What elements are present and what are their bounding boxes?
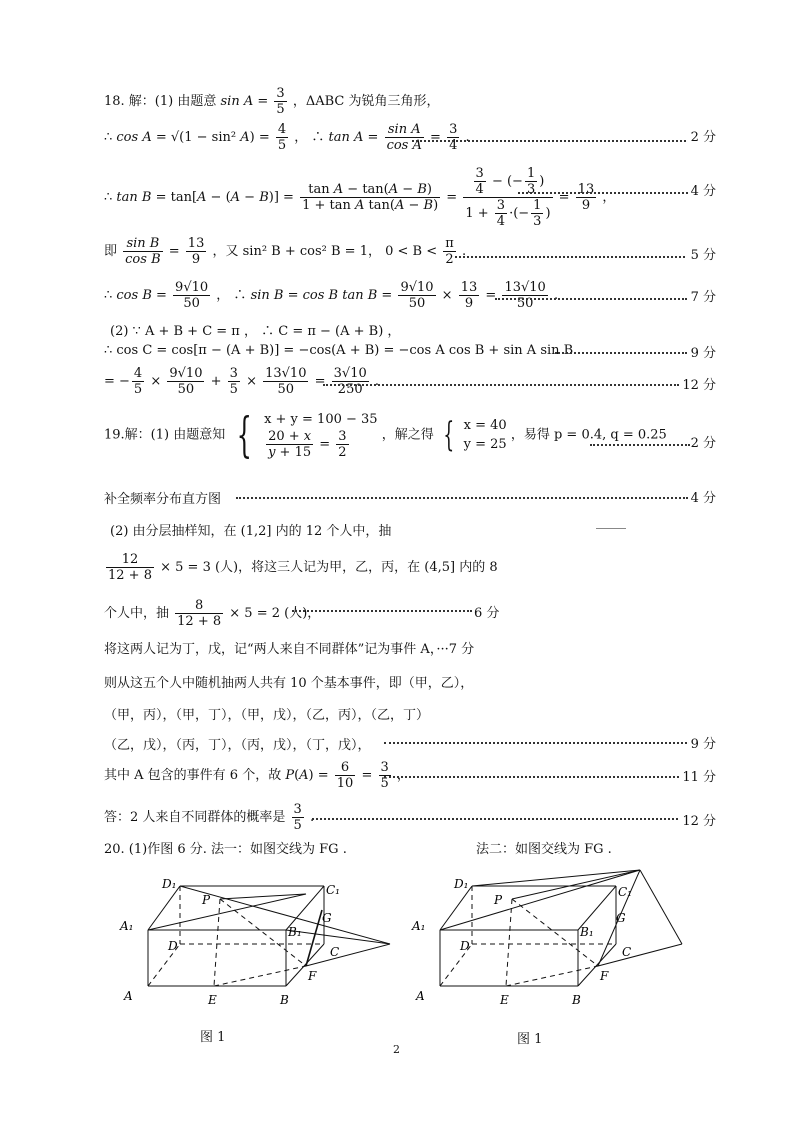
extension-line bbox=[180, 886, 390, 944]
leader-dots bbox=[495, 298, 687, 300]
q18-line-6: (2) ∵ A + B + C = π ， ∴ C = π − (A + B) ， bbox=[110, 324, 401, 339]
score-9: 9 分 bbox=[690, 737, 716, 752]
q18-line-4-tail: ，又 sin² B + cos² B = 1， 0 < B < bbox=[212, 244, 438, 259]
leader-dots bbox=[236, 497, 688, 499]
fraction: $\frac{6}{10}$ bbox=[336, 760, 354, 791]
q18-line-5: ∴ cos B = $\frac{9√10}{50}$ ， ∴ sin B = cos B tan B = $\frac{9√10}{50}$ × $\frac{13}{9}$ = $\frac{13√10}{50}$ . bbox=[104, 280, 559, 311]
leader-dots bbox=[312, 818, 678, 820]
equation-1: x + y = 100 − 35 bbox=[264, 412, 378, 427]
fraction: $\frac{\text{sin A}}{\text{cos A}}$ bbox=[386, 122, 422, 153]
page-number: 2 bbox=[393, 1043, 400, 1056]
fraction: $\frac{13}{9}$ bbox=[577, 182, 595, 213]
q19-line-4-text: × 5 = 3 (人)，将这三人记为甲，乙，丙，在 (4,5] 内的 8 bbox=[160, 560, 498, 575]
svg-text:D: D bbox=[460, 939, 470, 953]
svg-text:C₁: C₁ bbox=[618, 885, 632, 899]
hidden-line-PE bbox=[506, 899, 512, 986]
q19-line-9: （乙，戊），（丙，丁），（丙，戊），（丁，戊）， bbox=[104, 738, 371, 753]
fraction: $\frac{9√10}{50}$ bbox=[400, 280, 434, 311]
q19-line-1 bbox=[104, 407, 667, 463]
fraction: $\frac{3}{4}$ bbox=[449, 122, 458, 153]
q19-solve-text: ，解之得 bbox=[381, 427, 434, 443]
section-line bbox=[440, 870, 640, 930]
hidden-line-EF bbox=[214, 966, 306, 986]
fraction: $\frac{9√10}{50}$ bbox=[169, 366, 203, 397]
svg-text:C: C bbox=[622, 945, 632, 959]
svg-text:B: B bbox=[280, 993, 289, 1007]
brace-icon: { bbox=[443, 415, 455, 455]
svg-text:B: B bbox=[572, 993, 581, 1007]
hidden-line-EF bbox=[506, 966, 598, 986]
leader-dots bbox=[384, 742, 687, 744]
svg-text:A: A bbox=[416, 989, 425, 1003]
score-12: 12 分 bbox=[682, 378, 716, 393]
svg-text:C₁: C₁ bbox=[326, 883, 340, 897]
edge-BC-solid bbox=[286, 944, 324, 986]
score-6: 6 分 bbox=[474, 606, 500, 621]
fraction: $\frac{\pi}{2}$ bbox=[445, 236, 454, 267]
svg-text:G: G bbox=[616, 911, 626, 925]
q19-line-5-head: 个人中，抽 bbox=[104, 606, 170, 621]
q18-line-2: ∴ cos A = √(1 − sin² A) = $\frac{4}{5}$ ， ∴ tan A = $\frac{\text{sin A}}{\text{cos A}}$ = $\frac{3}{4}$ . bbox=[104, 122, 470, 153]
svg-text:E: E bbox=[500, 993, 509, 1007]
svg-text:D₁: D₁ bbox=[162, 877, 177, 891]
q19-pq: ，易得 p = 0.4, q = 0.25 bbox=[510, 427, 667, 443]
fraction: $\frac{\text{sin B}}{\text{cos B}}$ bbox=[125, 236, 161, 267]
svg-text:D: D bbox=[168, 939, 178, 953]
score-2: 2 分 bbox=[690, 436, 716, 451]
leader-dots bbox=[323, 384, 679, 386]
q18-line-7: ∴ cos C = cos[π − (A + B)] = −cos(A + B) = −cos A cos B + sin A sin B bbox=[104, 343, 574, 358]
score-7: 7 分 bbox=[690, 290, 716, 305]
fraction: $\frac{8}{12 + 8}$ bbox=[177, 598, 222, 629]
q18-line-8: = − $\frac{4}{5}$ × $\frac{9√10}{50}$ + $\frac{3}{5}$ × $\frac{13√10}{50}$ = $\frac{3√10}{250}$ . bbox=[104, 366, 380, 397]
edge-C1B1 bbox=[578, 886, 616, 930]
geometry-figure-left bbox=[110, 866, 410, 1016]
fraction: $\frac{3}{5}$ bbox=[380, 760, 389, 791]
svg-text:C: C bbox=[330, 945, 340, 959]
leader-dots bbox=[590, 444, 690, 446]
leader-dots bbox=[555, 352, 687, 354]
figure-caption-right: 图 1 bbox=[517, 1032, 543, 1047]
q19-line-8: （甲，丙），（甲，丁），（甲，戊），（乙，丙），（乙，丁） bbox=[104, 708, 430, 723]
q19-line-11: 答：2 人来自不同群体的概率是 $\frac{3}{5}$ . bbox=[104, 802, 315, 833]
hidden-line-PE bbox=[214, 899, 220, 986]
svg-text:D₁: D₁ bbox=[454, 877, 469, 891]
edge-A1D1 bbox=[440, 886, 472, 930]
fraction: $\frac{3√10}{250}$ bbox=[333, 366, 367, 397]
divider bbox=[596, 528, 626, 529]
svg-text:E: E bbox=[208, 993, 217, 1007]
fraction: $\frac{13√10}{50}$ bbox=[265, 366, 307, 397]
score-12: 12 分 bbox=[682, 814, 716, 829]
svg-text:A₁: A₁ bbox=[412, 919, 426, 933]
svg-text:G: G bbox=[322, 911, 332, 925]
q19-line-4 bbox=[104, 552, 498, 583]
leader-dots bbox=[384, 776, 679, 778]
fraction: $\frac{3}{5}$ bbox=[293, 802, 302, 833]
text-ji: 即 bbox=[104, 244, 118, 259]
solution-system bbox=[464, 416, 507, 454]
fraction: $\frac{4}{5}$ bbox=[277, 122, 287, 153]
score-5: 5 分 bbox=[690, 248, 716, 263]
q18-intro: 18. 解：(1) 由题意 bbox=[104, 94, 217, 109]
svg-text:B₁: B₁ bbox=[580, 925, 594, 939]
q19-line-5-tail: × 5 = 2 (人)， bbox=[229, 606, 321, 621]
fraction: $\frac{\text{tan A − tan(A − B)}}{\text{1 + tan A tan(A − B)}}$ bbox=[302, 182, 439, 213]
q20-line-1-right: 法二：如图交线为 FG . bbox=[476, 842, 612, 857]
q19-line-7: 则从这五个人中随机抽两人共有 10 个基本事件，即（甲，乙）， bbox=[104, 676, 474, 691]
fraction: $\frac{13}{9}$ bbox=[460, 280, 478, 311]
fraction: $\frac{3}{5}$ bbox=[276, 86, 285, 117]
svg-text:F: F bbox=[600, 969, 609, 983]
svg-text:A: A bbox=[124, 989, 133, 1003]
solution-x: x = 40 bbox=[463, 418, 507, 433]
leader-dots bbox=[455, 256, 685, 258]
solution-y: y = 25 bbox=[463, 437, 507, 452]
q19-intro: 19.解：(1) 由题意知 bbox=[104, 427, 226, 443]
equation-system: x + y = 100 − 35 $\frac{20 + x}{y + 15}$ = $\frac{3}{2}$ bbox=[264, 412, 378, 460]
extension-line bbox=[640, 870, 682, 944]
leader-dots bbox=[292, 610, 472, 612]
leader-dots bbox=[412, 140, 686, 142]
q18-line-1: 18. 解：(1) 由题意 sin A = $\frac{3}{5}$ ，ΔABC 为锐角三角形， bbox=[104, 86, 440, 117]
svg-text:B₁: B₁ bbox=[288, 925, 302, 939]
q18-line-4: 即 $\frac{\text{sin B}}{\text{cos B}}$ = $\frac{13}{9}$ ，又 sin² B + cos² B = 1， 0 < B < $\frac{\pi}{2}$ . bbox=[104, 236, 467, 267]
fraction: $\frac{3}{5}$ bbox=[229, 366, 238, 397]
q19-line-6: 将这两人记为丁，戊，记“两人来自不同群体”记为事件 A，···7 分 bbox=[104, 642, 475, 657]
q20-line-1: 20. (1)作图 6 分. 法一：如图交线为 FG . bbox=[104, 842, 347, 857]
fraction: $\frac{9√10}{50}$ bbox=[175, 280, 209, 311]
line-FG bbox=[306, 910, 322, 966]
score-9: 9 分 bbox=[690, 346, 716, 361]
svg-text:A₁: A₁ bbox=[120, 919, 134, 933]
fraction: $\frac{13}{9}$ bbox=[187, 236, 205, 267]
q19-line-10: 其中 A 包含的事件有 6 个，故 P(A) = $\frac{6}{10}$ = $\frac{3}{5}$ ， bbox=[104, 760, 410, 791]
fraction: $\frac{13√10}{50}$ bbox=[504, 280, 546, 311]
geometry-figure-right bbox=[402, 866, 702, 1016]
q19-line-3: (2) 由分层抽样知，在 (1,2] 内的 12 个人中，抽 bbox=[110, 524, 392, 539]
fraction: $\frac{3}{4}$ − (− $\frac{1}{3}$ ) 1 + $\frac{3}{4}$ ·(− $\frac{1}{3}$ ) bbox=[465, 166, 551, 229]
score-4: 4 分 bbox=[690, 491, 716, 506]
score-11: 11 分 bbox=[682, 770, 716, 785]
extension-line bbox=[306, 944, 390, 966]
q18-intro-tail: ，ΔABC 为锐角三角形， bbox=[292, 94, 440, 109]
svg-text:F: F bbox=[308, 969, 317, 983]
extension-line bbox=[598, 944, 682, 966]
score-4: 4 分 bbox=[690, 184, 716, 199]
figure-caption-left: 图 1 bbox=[200, 1030, 226, 1045]
score-2: 2 分 bbox=[690, 130, 716, 145]
fraction: $\frac{4}{5}$ bbox=[133, 366, 143, 397]
leader-dots bbox=[518, 192, 688, 194]
svg-text:P: P bbox=[202, 893, 211, 907]
q19-line-5 bbox=[104, 598, 320, 629]
svg-text:P: P bbox=[494, 893, 503, 907]
q18-line-3: ∴ tan B = tan[A − (A − B)] = $\frac{\text{tan A − tan(A − B)}}{\text{1 + tan A tan(A − B)}}$ = $\frac{3}{4}$ − (− $\frac{1}{3}$ ) 1 + $\frac{3}{4}$ ·(− $\frac{1}{3}$ ) = $\frac{13}{9}$ ， bbox=[104, 166, 616, 229]
brace-icon: { bbox=[237, 407, 253, 463]
edge-BC-solid bbox=[578, 944, 616, 986]
q19-line-2: 补全频率分布直方图 bbox=[104, 492, 222, 507]
fraction: $\frac{12}{12 + 8}$ bbox=[108, 552, 152, 583]
